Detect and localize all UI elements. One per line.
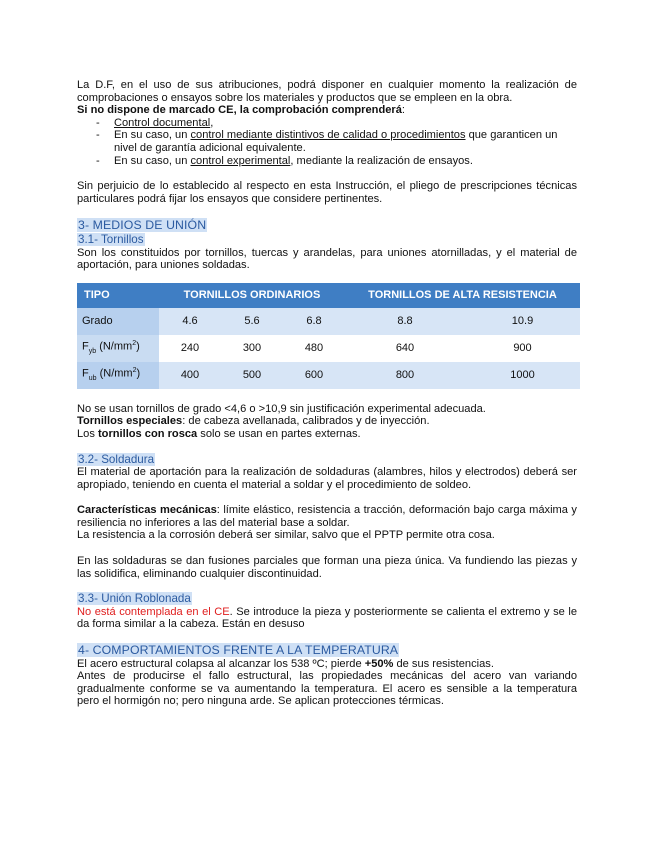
table-cell: 5.6 <box>221 308 283 335</box>
table-row <box>77 335 580 362</box>
table-cell: 640 <box>345 335 465 362</box>
corrosion-paragraph: La resistencia a la corrosión deberá ser similar, salvo que el PPTP permite otra cosa. <box>77 529 495 542</box>
table-cell: 6.8 <box>283 308 345 335</box>
table-cell: 8.8 <box>345 308 465 335</box>
table-row <box>77 308 580 335</box>
table-cell: 400 <box>159 362 221 389</box>
table-header-row <box>77 283 580 308</box>
control-documental-text: Control documental <box>114 116 211 129</box>
ce-requirement-bold: Si no dispone de marcado CE, la comprobación comprenderá <box>77 104 402 117</box>
list-item: - En su caso, un control experimental, mediante la realización de ensayos. <box>77 155 577 168</box>
section-3-3-heading: 3.3- Unión Roblonada <box>78 592 191 606</box>
table-cell: 500 <box>221 362 283 389</box>
header-tipo: TIPO <box>77 283 159 308</box>
row-label-fub: $F_{ub}$ $(N/mm^2)$ <box>77 362 159 389</box>
grade-note: No se usan tornillos de grado <4,6 o >10,9 sin justificación experimental adecuada. <box>77 402 486 415</box>
temperature-paragraph: Antes de producirse el fallo estructural, las propiedades mecánicas del acero van variando gradualmente conforme se va aumentando la temperatura. El acero es sensible a la temperatura pero el hormigón no; pero ninguna arde. Se aplican protecciones térmicas. <box>77 670 577 708</box>
table-row <box>77 362 580 389</box>
intro-paragraph: La D.F, en el uso de sus atribuciones, podrá disponer en cualquier momento la realización de comprobaciones o ensayos sobre los materiales y productos que se empleen en la obra. <box>77 79 577 104</box>
document-content <box>77 79 577 708</box>
soldadura-paragraph: El material de aportación para la realización de soldaduras (alambres, hilos y electrodos) deberá ser apropiado, teniendo en cuenta el material a soldar y el procedimiento de soldeo. <box>77 466 577 491</box>
table-cell: 1000 <box>465 362 580 389</box>
table-cell: 4.6 <box>159 308 221 335</box>
section-3-2-heading: 3.2- Soldadura <box>78 452 155 466</box>
table-cell: 240 <box>159 335 221 362</box>
threaded-bolts-note: Los tornillos con rosca solo se usan en partes externas. <box>77 427 361 440</box>
control-experimental-text: control experimental <box>190 154 291 167</box>
tornillos-paragraph: Son los constituidos por tornillos, tuercas y arandelas, para uniones atornilladas, y el material de aportación, para uniones soldadas. <box>77 246 577 272</box>
mechanical-properties-paragraph: Características mecánicas: límite elástico, resistencia a tracción, deformación bajo carga máxima y resiliencia no inferiores a las del material base a soldar. <box>77 504 577 529</box>
control-distintivos-text: control mediante distintivos de calidad o procedimientos <box>190 129 466 142</box>
section-3-1-heading: 3.1- Tornillos <box>78 232 144 246</box>
pliego-paragraph: Sin perjuicio de lo establecido al respecto en esta Instrucción, el pliego de prescripciones técnicas particulares podrá fijar los ensayos que considere pertinentes. <box>77 180 577 205</box>
row-label-fyb: $F_{yb}$ $(N/mm^2)$ <box>77 335 159 362</box>
not-in-ce-text: No está contemplada en el CE <box>77 605 230 618</box>
fusion-paragraph: En las soldaduras se dan fusiones parciales que forman una pieza única. Va fundiendo las piezas y las solidifica, eliminando cualquier discontinuidad. <box>77 555 577 580</box>
bolt-grade-table <box>77 283 580 389</box>
section-4-heading: 4- COMPORTAMIENTOS FRENTE A LA TEMPERATURA <box>78 643 399 658</box>
table-cell: 10.9 <box>465 308 580 335</box>
section-3-heading: 3- MEDIOS DE UNIÓN <box>78 218 207 233</box>
control-list <box>77 117 577 167</box>
table-cell: 800 <box>345 362 465 389</box>
list-item: - Control documental, <box>77 117 577 130</box>
row-label-grado: Grado <box>77 308 159 335</box>
list-item: - En su caso, un control mediante distintivos de calidad o procedimientos que garanticen un nivel de garantía adicional equivalente. <box>77 129 577 154</box>
table-cell: 480 <box>283 335 345 362</box>
header-alta-resistencia: TORNILLOS DE ALTA RESISTENCIA <box>345 283 580 308</box>
roblonada-paragraph: No está contemplada en el CE. Se introduce la pieza y posteriormente se calienta el extremo y se le da forma similar a la cabeza. Están en desuso <box>77 605 577 631</box>
table-cell: 300 <box>221 335 283 362</box>
table-cell: 900 <box>465 335 580 362</box>
header-ordinarios: TORNILLOS ORDINARIOS <box>159 283 345 308</box>
collapse-line: El acero estructural colapsa al alcanzar los 538 ºC; pierde +50% de sus resistencias. <box>77 657 494 670</box>
table-cell: 600 <box>283 362 345 389</box>
ce-requirement-line: Si no dispone de marcado CE, la comprobación comprenderá: <box>77 104 405 117</box>
special-bolts-note: Tornillos especiales: de cabeza avellanada, calibrados y de inyección. <box>77 415 430 428</box>
